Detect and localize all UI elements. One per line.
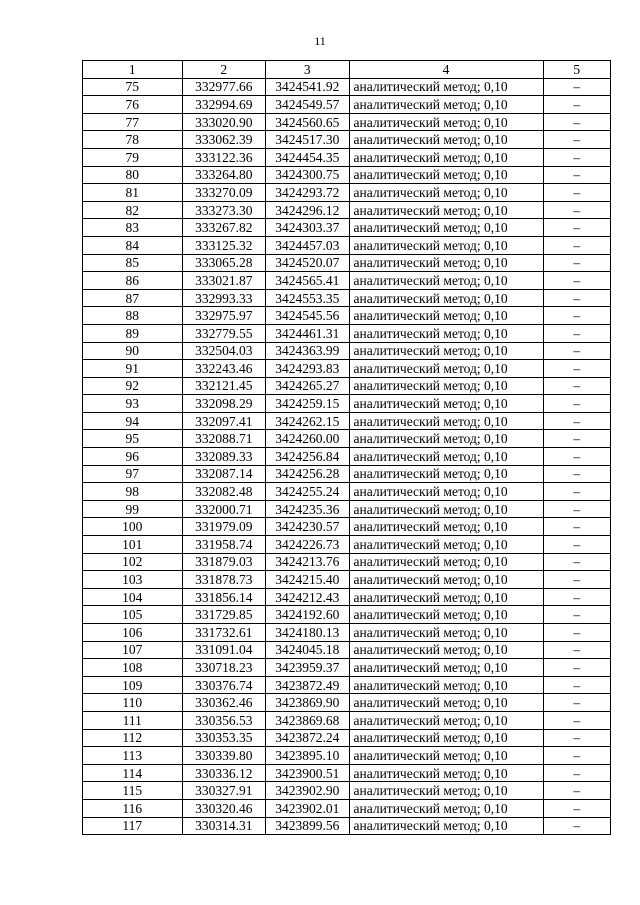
note-cell: – (543, 448, 610, 466)
point-number-cell: 115 (83, 782, 183, 800)
method-accuracy-cell: аналитический метод; 0,10 (349, 448, 543, 466)
point-number-cell: 76 (83, 96, 183, 114)
table-row (83, 201, 611, 219)
note-cell: – (543, 571, 610, 589)
note-cell: – (543, 184, 610, 202)
y-coordinate-cell: 3424235.36 (266, 500, 349, 518)
x-coordinate-cell: 332087.14 (182, 465, 265, 483)
x-coordinate-cell: 331091.04 (182, 641, 265, 659)
point-number-cell: 110 (83, 694, 183, 712)
point-number-cell: 95 (83, 430, 183, 448)
y-coordinate-cell: 3423959.37 (266, 659, 349, 677)
method-accuracy-cell: аналитический метод; 0,10 (349, 166, 543, 184)
y-coordinate-cell: 3424230.57 (266, 518, 349, 536)
point-number-cell: 92 (83, 377, 183, 395)
table-row (83, 624, 611, 642)
x-coordinate-cell: 333270.09 (182, 184, 265, 202)
table-row (83, 500, 611, 518)
y-coordinate-cell: 3424260.00 (266, 430, 349, 448)
x-coordinate-cell: 333264.80 (182, 166, 265, 184)
method-accuracy-cell: аналитический метод; 0,10 (349, 324, 543, 342)
note-cell: – (543, 78, 610, 96)
x-coordinate-cell: 330314.31 (182, 817, 265, 835)
table-row (83, 606, 611, 624)
x-coordinate-cell: 332088.71 (182, 430, 265, 448)
table-row (83, 342, 611, 360)
note-cell: – (543, 536, 610, 554)
x-coordinate-cell: 332779.55 (182, 324, 265, 342)
point-number-cell: 89 (83, 324, 183, 342)
method-accuracy-cell: аналитический метод; 0,10 (349, 659, 543, 677)
page-number: 11 (314, 34, 326, 48)
note-cell: – (543, 799, 610, 817)
y-coordinate-cell: 3424296.12 (266, 201, 349, 219)
method-accuracy-cell: аналитический метод; 0,10 (349, 307, 543, 325)
note-cell: – (543, 606, 610, 624)
y-coordinate-cell: 3423872.24 (266, 729, 349, 747)
method-accuracy-cell: аналитический метод; 0,10 (349, 342, 543, 360)
point-number-cell: 96 (83, 448, 183, 466)
point-number-cell: 94 (83, 412, 183, 430)
method-accuracy-cell: аналитический метод; 0,10 (349, 711, 543, 729)
method-accuracy-cell: аналитический метод; 0,10 (349, 500, 543, 518)
y-coordinate-cell: 3424192.60 (266, 606, 349, 624)
x-coordinate-cell: 332082.48 (182, 483, 265, 501)
coordinates-table (82, 60, 611, 835)
note-cell: – (543, 96, 610, 114)
point-number-cell: 99 (83, 500, 183, 518)
point-number-cell: 113 (83, 747, 183, 765)
table-row (83, 219, 611, 237)
point-number-cell: 81 (83, 184, 183, 202)
y-coordinate-cell: 3424262.15 (266, 412, 349, 430)
x-coordinate-cell: 332243.46 (182, 360, 265, 378)
table-row (83, 448, 611, 466)
header-col-3: 3 (266, 61, 349, 79)
table-row (83, 184, 611, 202)
y-coordinate-cell: 3424180.13 (266, 624, 349, 642)
x-coordinate-cell: 332977.66 (182, 78, 265, 96)
method-accuracy-cell: аналитический метод; 0,10 (349, 641, 543, 659)
table-row (83, 272, 611, 290)
point-number-cell: 105 (83, 606, 183, 624)
x-coordinate-cell: 333020.90 (182, 113, 265, 131)
note-cell: – (543, 676, 610, 694)
table-row (83, 131, 611, 149)
method-accuracy-cell: аналитический метод; 0,10 (349, 747, 543, 765)
x-coordinate-cell: 331979.09 (182, 518, 265, 536)
table-row (83, 553, 611, 571)
table-row (83, 166, 611, 184)
note-cell: – (543, 624, 610, 642)
method-accuracy-cell: аналитический метод; 0,10 (349, 624, 543, 642)
point-number-cell: 86 (83, 272, 183, 290)
x-coordinate-cell: 331729.85 (182, 606, 265, 624)
x-coordinate-cell: 330327.91 (182, 782, 265, 800)
note-cell: – (543, 483, 610, 501)
method-accuracy-cell: аналитический метод; 0,10 (349, 184, 543, 202)
x-coordinate-cell: 331878.73 (182, 571, 265, 589)
note-cell: – (543, 289, 610, 307)
method-accuracy-cell: аналитический метод; 0,10 (349, 694, 543, 712)
y-coordinate-cell: 3424226.73 (266, 536, 349, 554)
method-accuracy-cell: аналитический метод; 0,10 (349, 131, 543, 149)
note-cell: – (543, 360, 610, 378)
table-row (83, 78, 611, 96)
point-number-cell: 82 (83, 201, 183, 219)
note-cell: – (543, 324, 610, 342)
table-row (83, 377, 611, 395)
note-cell: – (543, 465, 610, 483)
point-number-cell: 112 (83, 729, 183, 747)
y-coordinate-cell: 3423895.10 (266, 747, 349, 765)
note-cell: – (543, 500, 610, 518)
y-coordinate-cell: 3423869.90 (266, 694, 349, 712)
point-number-cell: 102 (83, 553, 183, 571)
point-number-cell: 88 (83, 307, 183, 325)
table-row (83, 236, 611, 254)
method-accuracy-cell: аналитический метод; 0,10 (349, 412, 543, 430)
method-accuracy-cell: аналитический метод; 0,10 (349, 78, 543, 96)
table-row (83, 571, 611, 589)
note-cell: – (543, 113, 610, 131)
point-number-cell: 103 (83, 571, 183, 589)
table-row (83, 729, 611, 747)
method-accuracy-cell: аналитический метод; 0,10 (349, 536, 543, 554)
point-number-cell: 101 (83, 536, 183, 554)
point-number-cell: 77 (83, 113, 183, 131)
x-coordinate-cell: 333273.30 (182, 201, 265, 219)
x-coordinate-cell: 333021.87 (182, 272, 265, 290)
y-coordinate-cell: 3424213.76 (266, 553, 349, 571)
method-accuracy-cell: аналитический метод; 0,10 (349, 360, 543, 378)
table-row (83, 96, 611, 114)
x-coordinate-cell: 332089.33 (182, 448, 265, 466)
table-row (83, 395, 611, 413)
method-accuracy-cell: аналитический метод; 0,10 (349, 395, 543, 413)
table-row (83, 817, 611, 835)
x-coordinate-cell: 330356.53 (182, 711, 265, 729)
method-accuracy-cell: аналитический метод; 0,10 (349, 764, 543, 782)
note-cell: – (543, 307, 610, 325)
x-coordinate-cell: 333267.82 (182, 219, 265, 237)
x-coordinate-cell: 331958.74 (182, 536, 265, 554)
y-coordinate-cell: 3424212.43 (266, 588, 349, 606)
y-coordinate-cell: 3423869.68 (266, 711, 349, 729)
table-header (83, 61, 611, 79)
table-row (83, 536, 611, 554)
y-coordinate-cell: 3424215.40 (266, 571, 349, 589)
note-cell: – (543, 412, 610, 430)
x-coordinate-cell: 333122.36 (182, 148, 265, 166)
x-coordinate-cell: 332000.71 (182, 500, 265, 518)
note-cell: – (543, 254, 610, 272)
table-row (83, 289, 611, 307)
point-number-cell: 97 (83, 465, 183, 483)
point-number-cell: 91 (83, 360, 183, 378)
note-cell: – (543, 201, 610, 219)
header-col-4: 4 (349, 61, 543, 79)
point-number-cell: 90 (83, 342, 183, 360)
method-accuracy-cell: аналитический метод; 0,10 (349, 289, 543, 307)
point-number-cell: 109 (83, 676, 183, 694)
method-accuracy-cell: аналитический метод; 0,10 (349, 430, 543, 448)
table-row (83, 113, 611, 131)
y-coordinate-cell: 3424560.65 (266, 113, 349, 131)
method-accuracy-cell: аналитический метод; 0,10 (349, 272, 543, 290)
note-cell: – (543, 659, 610, 677)
method-accuracy-cell: аналитический метод; 0,10 (349, 113, 543, 131)
note-cell: – (543, 131, 610, 149)
y-coordinate-cell: 3424520.07 (266, 254, 349, 272)
y-coordinate-cell: 3424255.24 (266, 483, 349, 501)
table-row (83, 588, 611, 606)
point-number-cell: 100 (83, 518, 183, 536)
y-coordinate-cell: 3424517.30 (266, 131, 349, 149)
point-number-cell: 93 (83, 395, 183, 413)
y-coordinate-cell: 3424457.03 (266, 236, 349, 254)
y-coordinate-cell: 3423900.51 (266, 764, 349, 782)
point-number-cell: 75 (83, 78, 183, 96)
y-coordinate-cell: 3424545.56 (266, 307, 349, 325)
note-cell: – (543, 148, 610, 166)
y-coordinate-cell: 3424300.75 (266, 166, 349, 184)
method-accuracy-cell: аналитический метод; 0,10 (349, 571, 543, 589)
method-accuracy-cell: аналитический метод; 0,10 (349, 782, 543, 800)
point-number-cell: 114 (83, 764, 183, 782)
method-accuracy-cell: аналитический метод; 0,10 (349, 606, 543, 624)
y-coordinate-cell: 3423902.90 (266, 782, 349, 800)
note-cell: – (543, 817, 610, 835)
note-cell: – (543, 588, 610, 606)
x-coordinate-cell: 331879.03 (182, 553, 265, 571)
point-number-cell: 108 (83, 659, 183, 677)
method-accuracy-cell: аналитический метод; 0,10 (349, 676, 543, 694)
x-coordinate-cell: 330336.12 (182, 764, 265, 782)
note-cell: – (543, 747, 610, 765)
y-coordinate-cell: 3424259.15 (266, 395, 349, 413)
note-cell: – (543, 342, 610, 360)
x-coordinate-cell: 330376.74 (182, 676, 265, 694)
table-row (83, 518, 611, 536)
note-cell: – (543, 166, 610, 184)
point-number-cell: 87 (83, 289, 183, 307)
x-coordinate-cell: 332121.45 (182, 377, 265, 395)
y-coordinate-cell: 3424454.35 (266, 148, 349, 166)
note-cell: – (543, 553, 610, 571)
header-col-2: 2 (182, 61, 265, 79)
x-coordinate-cell: 332993.33 (182, 289, 265, 307)
table-row (83, 676, 611, 694)
x-coordinate-cell: 330320.46 (182, 799, 265, 817)
point-number-cell: 78 (83, 131, 183, 149)
y-coordinate-cell: 3424541.92 (266, 78, 349, 96)
x-coordinate-cell: 332504.03 (182, 342, 265, 360)
table-row (83, 465, 611, 483)
point-number-cell: 117 (83, 817, 183, 835)
x-coordinate-cell: 332975.97 (182, 307, 265, 325)
table-row (83, 694, 611, 712)
y-coordinate-cell: 3424045.18 (266, 641, 349, 659)
method-accuracy-cell: аналитический метод; 0,10 (349, 148, 543, 166)
y-coordinate-cell: 3423899.56 (266, 817, 349, 835)
y-coordinate-cell: 3424265.27 (266, 377, 349, 395)
method-accuracy-cell: аналитический метод; 0,10 (349, 799, 543, 817)
y-coordinate-cell: 3424553.35 (266, 289, 349, 307)
table-row (83, 747, 611, 765)
note-cell: – (543, 782, 610, 800)
note-cell: – (543, 641, 610, 659)
method-accuracy-cell: аналитический метод; 0,10 (349, 254, 543, 272)
x-coordinate-cell: 332098.29 (182, 395, 265, 413)
x-coordinate-cell: 330353.35 (182, 729, 265, 747)
table-row (83, 799, 611, 817)
table-row (83, 483, 611, 501)
x-coordinate-cell: 330362.46 (182, 694, 265, 712)
x-coordinate-cell: 332994.69 (182, 96, 265, 114)
y-coordinate-cell: 3424256.28 (266, 465, 349, 483)
method-accuracy-cell: аналитический метод; 0,10 (349, 236, 543, 254)
table-row (83, 430, 611, 448)
point-number-cell: 104 (83, 588, 183, 606)
y-coordinate-cell: 3424293.83 (266, 360, 349, 378)
note-cell: – (543, 729, 610, 747)
y-coordinate-cell: 3423902.01 (266, 799, 349, 817)
y-coordinate-cell: 3424256.84 (266, 448, 349, 466)
point-number-cell: 80 (83, 166, 183, 184)
note-cell: – (543, 236, 610, 254)
method-accuracy-cell: аналитический метод; 0,10 (349, 96, 543, 114)
method-accuracy-cell: аналитический метод; 0,10 (349, 588, 543, 606)
method-accuracy-cell: аналитический метод; 0,10 (349, 817, 543, 835)
point-number-cell: 84 (83, 236, 183, 254)
table-row (83, 324, 611, 342)
method-accuracy-cell: аналитический метод; 0,10 (349, 377, 543, 395)
point-number-cell: 111 (83, 711, 183, 729)
y-coordinate-cell: 3424363.99 (266, 342, 349, 360)
note-cell: – (543, 694, 610, 712)
x-coordinate-cell: 332097.41 (182, 412, 265, 430)
table-row (83, 764, 611, 782)
method-accuracy-cell: аналитический метод; 0,10 (349, 553, 543, 571)
x-coordinate-cell: 331856.14 (182, 588, 265, 606)
y-coordinate-cell: 3424549.57 (266, 96, 349, 114)
note-cell: – (543, 272, 610, 290)
method-accuracy-cell: аналитический метод; 0,10 (349, 483, 543, 501)
table-row (83, 412, 611, 430)
table-row (83, 659, 611, 677)
point-number-cell: 98 (83, 483, 183, 501)
note-cell: – (543, 430, 610, 448)
y-coordinate-cell: 3424303.37 (266, 219, 349, 237)
table-row (83, 148, 611, 166)
x-coordinate-cell: 331732.61 (182, 624, 265, 642)
note-cell: – (543, 377, 610, 395)
table-row (83, 254, 611, 272)
header-row (83, 61, 611, 79)
table-row (83, 711, 611, 729)
x-coordinate-cell: 333062.39 (182, 131, 265, 149)
point-number-cell: 83 (83, 219, 183, 237)
table-row (83, 360, 611, 378)
method-accuracy-cell: аналитический метод; 0,10 (349, 201, 543, 219)
y-coordinate-cell: 3424293.72 (266, 184, 349, 202)
header-col-5: 5 (543, 61, 610, 79)
x-coordinate-cell: 333065.28 (182, 254, 265, 272)
method-accuracy-cell: аналитический метод; 0,10 (349, 518, 543, 536)
table-row (83, 782, 611, 800)
x-coordinate-cell: 330718.23 (182, 659, 265, 677)
method-accuracy-cell: аналитический метод; 0,10 (349, 219, 543, 237)
y-coordinate-cell: 3424461.31 (266, 324, 349, 342)
note-cell: – (543, 764, 610, 782)
note-cell: – (543, 395, 610, 413)
point-number-cell: 116 (83, 799, 183, 817)
point-number-cell: 106 (83, 624, 183, 642)
table-row (83, 307, 611, 325)
x-coordinate-cell: 330339.80 (182, 747, 265, 765)
x-coordinate-cell: 333125.32 (182, 236, 265, 254)
point-number-cell: 79 (83, 148, 183, 166)
method-accuracy-cell: аналитический метод; 0,10 (349, 465, 543, 483)
note-cell: – (543, 219, 610, 237)
note-cell: – (543, 711, 610, 729)
point-number-cell: 85 (83, 254, 183, 272)
table-body (83, 78, 611, 835)
header-col-1: 1 (83, 61, 183, 79)
y-coordinate-cell: 3423872.49 (266, 676, 349, 694)
point-number-cell: 107 (83, 641, 183, 659)
table-row (83, 641, 611, 659)
y-coordinate-cell: 3424565.41 (266, 272, 349, 290)
note-cell: – (543, 518, 610, 536)
method-accuracy-cell: аналитический метод; 0,10 (349, 729, 543, 747)
